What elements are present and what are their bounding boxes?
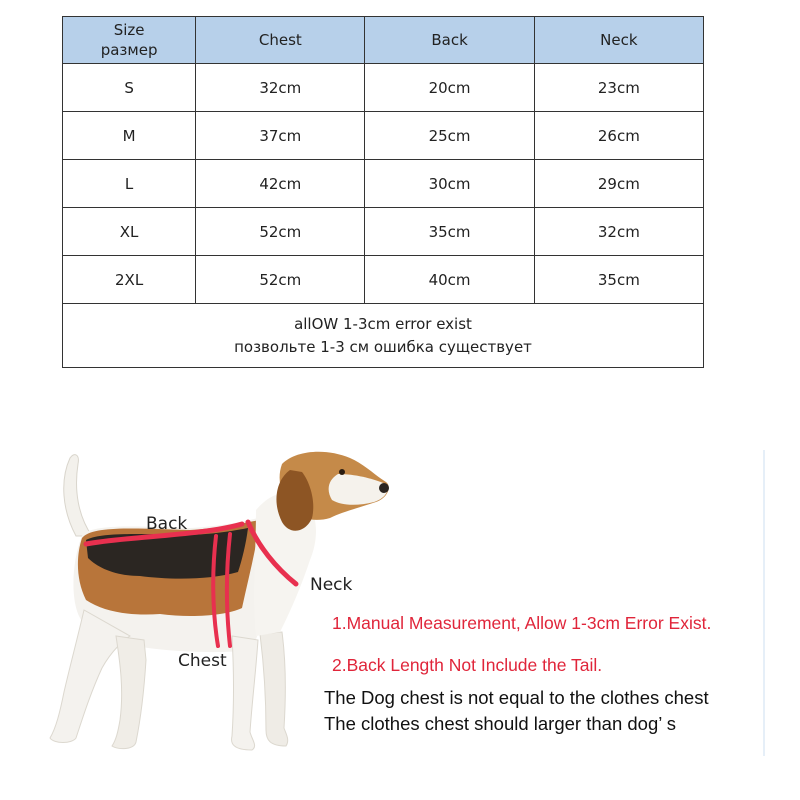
dog-nose — [379, 483, 389, 493]
note-back-length: 2.Back Length Not Include the Tail. — [332, 655, 603, 675]
cell-size: S — [63, 64, 196, 112]
table-row — [63, 112, 704, 160]
dog-front-leg — [232, 636, 258, 750]
table-note-en: allOW 1-3cm error exist — [294, 314, 472, 333]
header-back: Back — [365, 17, 534, 64]
table-note-ru: позвольте 1-3 см ошибка существует — [234, 337, 532, 356]
cell-back: 20cm — [365, 64, 534, 112]
dog-hind-leg-2 — [112, 636, 146, 749]
header-size-ru: размер — [100, 41, 158, 59]
dog-hind-leg — [50, 610, 130, 743]
cell-back: 35cm — [365, 208, 534, 256]
table-header-row — [63, 17, 704, 64]
chest-label: Chest — [178, 651, 227, 671]
cell-neck: 32cm — [534, 208, 703, 256]
header-chest: Chest — [196, 17, 365, 64]
cell-neck: 29cm — [534, 160, 703, 208]
cell-chest: 32cm — [196, 64, 365, 112]
cell-back: 30cm — [365, 160, 534, 208]
table-row — [63, 208, 704, 256]
side-divider — [763, 450, 765, 756]
back-label: Back — [146, 514, 188, 534]
cell-neck: 35cm — [534, 256, 703, 304]
dog-tail — [64, 455, 92, 536]
note-chest-not-equal: The Dog chest is not equal to the clothes chest — [324, 687, 709, 708]
note-manual-measurement: 1.Manual Measurement, Allow 1-3cm Error Exist. — [332, 613, 712, 633]
header-neck: Neck — [534, 17, 703, 64]
cell-size: XL — [63, 208, 196, 256]
table-row — [63, 64, 704, 112]
neck-label: Neck — [310, 575, 353, 595]
cell-chest: 42cm — [196, 160, 365, 208]
dog-eye — [339, 469, 345, 475]
header-size — [63, 17, 196, 64]
cell-neck: 23cm — [534, 64, 703, 112]
table-note-cell — [63, 304, 704, 368]
cell-size: M — [63, 112, 196, 160]
dog-measurement-illustration — [20, 440, 400, 760]
table-note-row — [63, 304, 704, 368]
table-row — [63, 160, 704, 208]
cell-size: L — [63, 160, 196, 208]
cell-back: 25cm — [365, 112, 534, 160]
header-size-en: Size — [113, 21, 145, 39]
cell-chest: 52cm — [196, 256, 365, 304]
cell-chest: 37cm — [196, 112, 365, 160]
cell-neck: 26cm — [534, 112, 703, 160]
note-chest-larger: The clothes chest should larger than dog’ s — [324, 713, 677, 734]
cell-back: 40cm — [365, 256, 534, 304]
cell-chest: 52cm — [196, 208, 365, 256]
size-chart-table — [62, 16, 704, 368]
cell-size: 2XL — [63, 256, 196, 304]
table-row — [63, 256, 704, 304]
dog-front-leg-2 — [260, 632, 288, 746]
